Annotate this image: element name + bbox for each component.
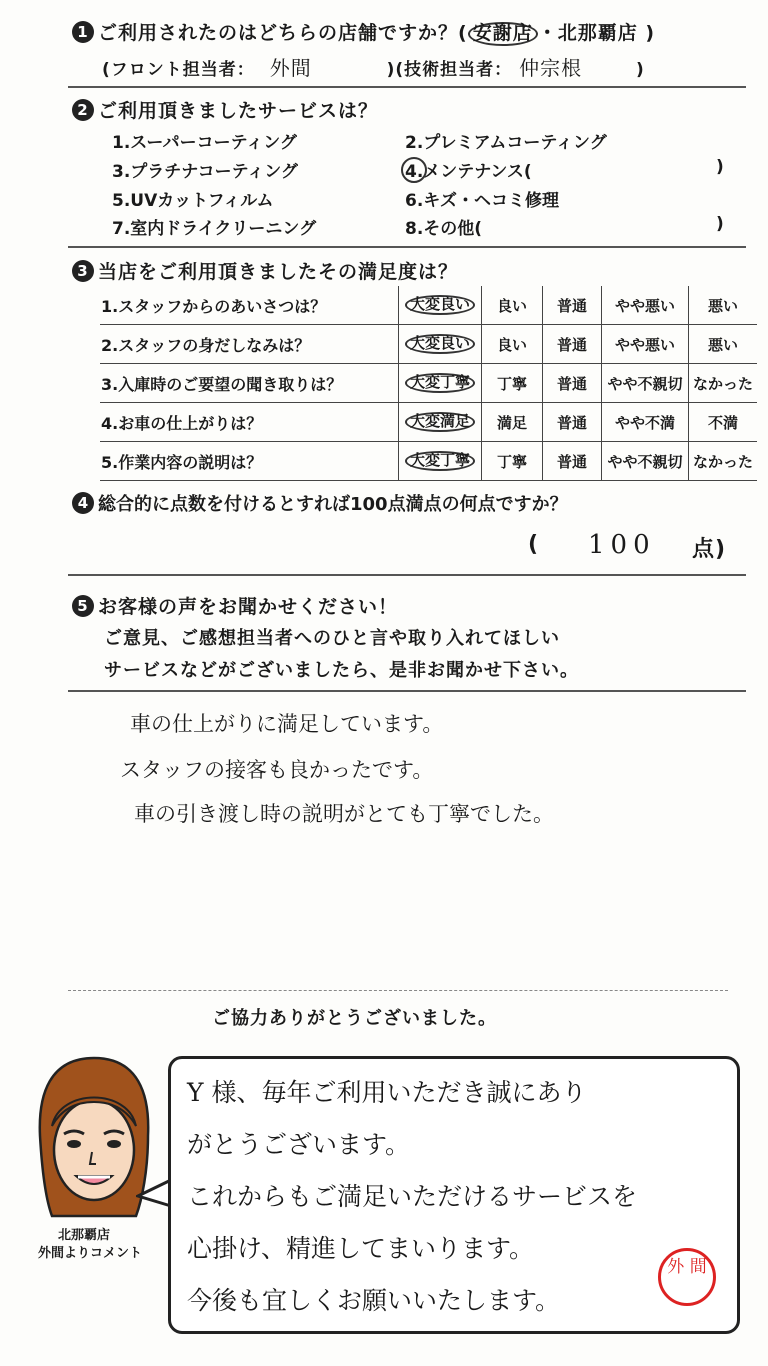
- service-option[interactable]: 7.室内ドライクリーニング: [112, 219, 317, 239]
- rating-option[interactable]: 丁寧: [482, 364, 543, 403]
- front-staff-label: (フロント担当者：: [102, 60, 255, 80]
- satisfaction-row-label: 1.スタッフからのあいさつは？: [100, 286, 399, 325]
- q3-question: [72, 257, 458, 284]
- service-option[interactable]: 1.スーパーコーティング: [112, 133, 297, 153]
- divider: [68, 246, 746, 248]
- service-4-circle: [401, 157, 427, 183]
- q5-number-badge: 5: [72, 595, 94, 617]
- q3-title: 当店をご利用頂きましたその満足度は？: [98, 261, 459, 283]
- front-staff-close: ): [386, 60, 396, 80]
- rating-option-selected[interactable]: [399, 286, 482, 325]
- rating-selected-circle: 大変丁寧: [405, 373, 475, 393]
- rating-option-selected[interactable]: [399, 325, 482, 364]
- service-option[interactable]: 8.その他(: [405, 219, 483, 239]
- rating-option[interactable]: やや悪い: [602, 286, 689, 325]
- staff-comment-bubble: [168, 1056, 740, 1334]
- satisfaction-row: [100, 442, 757, 481]
- service-option-selected[interactable]: 4.メンテナンス(: [405, 162, 532, 182]
- rating-option-selected[interactable]: [399, 403, 482, 442]
- score-unit: 点): [692, 537, 727, 562]
- comment-line: スタッフの接客も良かったです。: [120, 758, 434, 782]
- rating-option[interactable]: なかった: [689, 442, 758, 481]
- rating-option-selected[interactable]: [399, 364, 482, 403]
- service-option[interactable]: 6.キズ・ヘコミ修理: [405, 191, 559, 211]
- service-option[interactable]: 5.UVカットフィルム: [112, 191, 274, 211]
- rating-option[interactable]: 悪い: [689, 325, 758, 364]
- service-close-paren: ): [716, 214, 724, 234]
- q1-number-badge: 1: [72, 21, 94, 43]
- satisfaction-row-label: 4.お車の仕上がりは？: [100, 403, 399, 442]
- staff-caption: 外間よりコメント: [38, 1246, 143, 1261]
- rating-selected-circle: 大変良い: [405, 334, 475, 354]
- q4-number-badge: 4: [72, 492, 94, 514]
- q2-number-badge: 2: [72, 99, 94, 121]
- satisfaction-row-label: 2.スタッフの身だしなみは？: [100, 325, 399, 364]
- rating-option[interactable]: 悪い: [689, 286, 758, 325]
- score-value[interactable]: 100: [588, 530, 656, 560]
- divider: [68, 690, 746, 692]
- divider: [68, 86, 746, 88]
- service-option[interactable]: 2.プレミアムコーティング: [405, 133, 607, 153]
- comment-line: 車の引き渡し時の説明がとても丁寧でした。: [134, 802, 554, 826]
- store-option-aja[interactable]: 安謝店: [468, 22, 538, 46]
- rating-option[interactable]: 普通: [543, 364, 602, 403]
- staff-comment-line: Y 様、毎年ご利用いただき誠にあり: [187, 1078, 587, 1107]
- thanks-divider: [68, 990, 728, 991]
- staff-comment-line: 今後も宜しくお願いいたします。: [187, 1286, 561, 1315]
- rating-option[interactable]: 普通: [543, 286, 602, 325]
- rating-option[interactable]: やや悪い: [602, 325, 689, 364]
- satisfaction-row-label: 3.入庫時のご要望の聞き取りは？: [100, 364, 399, 403]
- tech-staff-close: ): [636, 60, 645, 80]
- q4-title: 総合的に点数を付けるとすれば100点満点の何点ですか？: [98, 494, 568, 515]
- staff-comment-line: がとうございます。: [187, 1130, 411, 1159]
- q1-title: ご利用されたのはどちらの店舗ですか？(: [98, 22, 468, 44]
- comment-line: 車の仕上がりに満足しています。: [130, 712, 444, 736]
- q4-question: [72, 490, 568, 516]
- staff-store-name: 北那覇店: [58, 1228, 111, 1243]
- staff-line: [102, 52, 645, 81]
- name-seal-stamp: 外 間: [658, 1248, 716, 1306]
- rating-option[interactable]: やや不親切: [602, 364, 689, 403]
- rating-option[interactable]: やや不親切: [602, 442, 689, 481]
- store-separator: ・: [537, 22, 558, 44]
- rating-option[interactable]: 良い: [482, 325, 543, 364]
- rating-selected-circle: 大変良い: [405, 295, 475, 315]
- rating-option[interactable]: 普通: [543, 403, 602, 442]
- service-option[interactable]: 3.プラチナコーティング: [112, 162, 298, 182]
- satisfaction-table: [100, 286, 757, 481]
- satisfaction-row-label: 5.作業内容の説明は？: [100, 442, 399, 481]
- q5-instruction-line: サービスなどがございましたら、是非お聞かせ下さい。: [104, 660, 579, 681]
- rating-option[interactable]: やや不満: [602, 403, 689, 442]
- q1-close-paren: ): [645, 22, 656, 44]
- divider: [68, 574, 746, 576]
- q5-title: お客様の声をお聞かせください！: [98, 596, 399, 618]
- q2-question: [72, 96, 378, 123]
- rating-option[interactable]: 普通: [543, 325, 602, 364]
- staff-comment-line: これからもご満足いただけるサービスを: [187, 1182, 638, 1211]
- q1-question: [72, 18, 655, 46]
- tech-staff-value[interactable]: 仲宗根: [519, 56, 583, 80]
- rating-option[interactable]: 普通: [543, 442, 602, 481]
- q5-question: [72, 592, 398, 619]
- customer-comment[interactable]: [120, 708, 720, 842]
- service-close-paren: ): [716, 157, 724, 177]
- staff-comment-line: 心掛け、精進してまいります。: [187, 1234, 535, 1263]
- rating-option[interactable]: 良い: [482, 286, 543, 325]
- rating-option[interactable]: 満足: [482, 403, 543, 442]
- rating-option[interactable]: 丁寧: [482, 442, 543, 481]
- satisfaction-row: [100, 325, 757, 364]
- q2-title: ご利用頂きましたサービスは？: [98, 100, 379, 122]
- rating-option[interactable]: 不満: [689, 403, 758, 442]
- front-staff-value[interactable]: 外間: [269, 56, 312, 80]
- score-open-paren: (: [528, 532, 540, 557]
- q3-number-badge: 3: [72, 260, 94, 282]
- satisfaction-row: [100, 403, 757, 442]
- store-option-kitanaha[interactable]: 北那覇店: [557, 22, 638, 44]
- rating-option-selected[interactable]: [399, 442, 482, 481]
- tech-staff-label: (技術担当者：: [395, 60, 513, 80]
- satisfaction-row: [100, 364, 757, 403]
- rating-option[interactable]: なかった: [689, 364, 758, 403]
- rating-selected-circle: 大変満足: [405, 412, 475, 432]
- rating-selected-circle: 大変丁寧: [405, 451, 475, 471]
- q5-instruction-line: ご意見、ご感想担当者へのひと言や取り入れてほしい: [104, 628, 560, 649]
- thanks-message: ご協力ありがとうございました。: [212, 1008, 497, 1029]
- satisfaction-row: [100, 286, 757, 325]
